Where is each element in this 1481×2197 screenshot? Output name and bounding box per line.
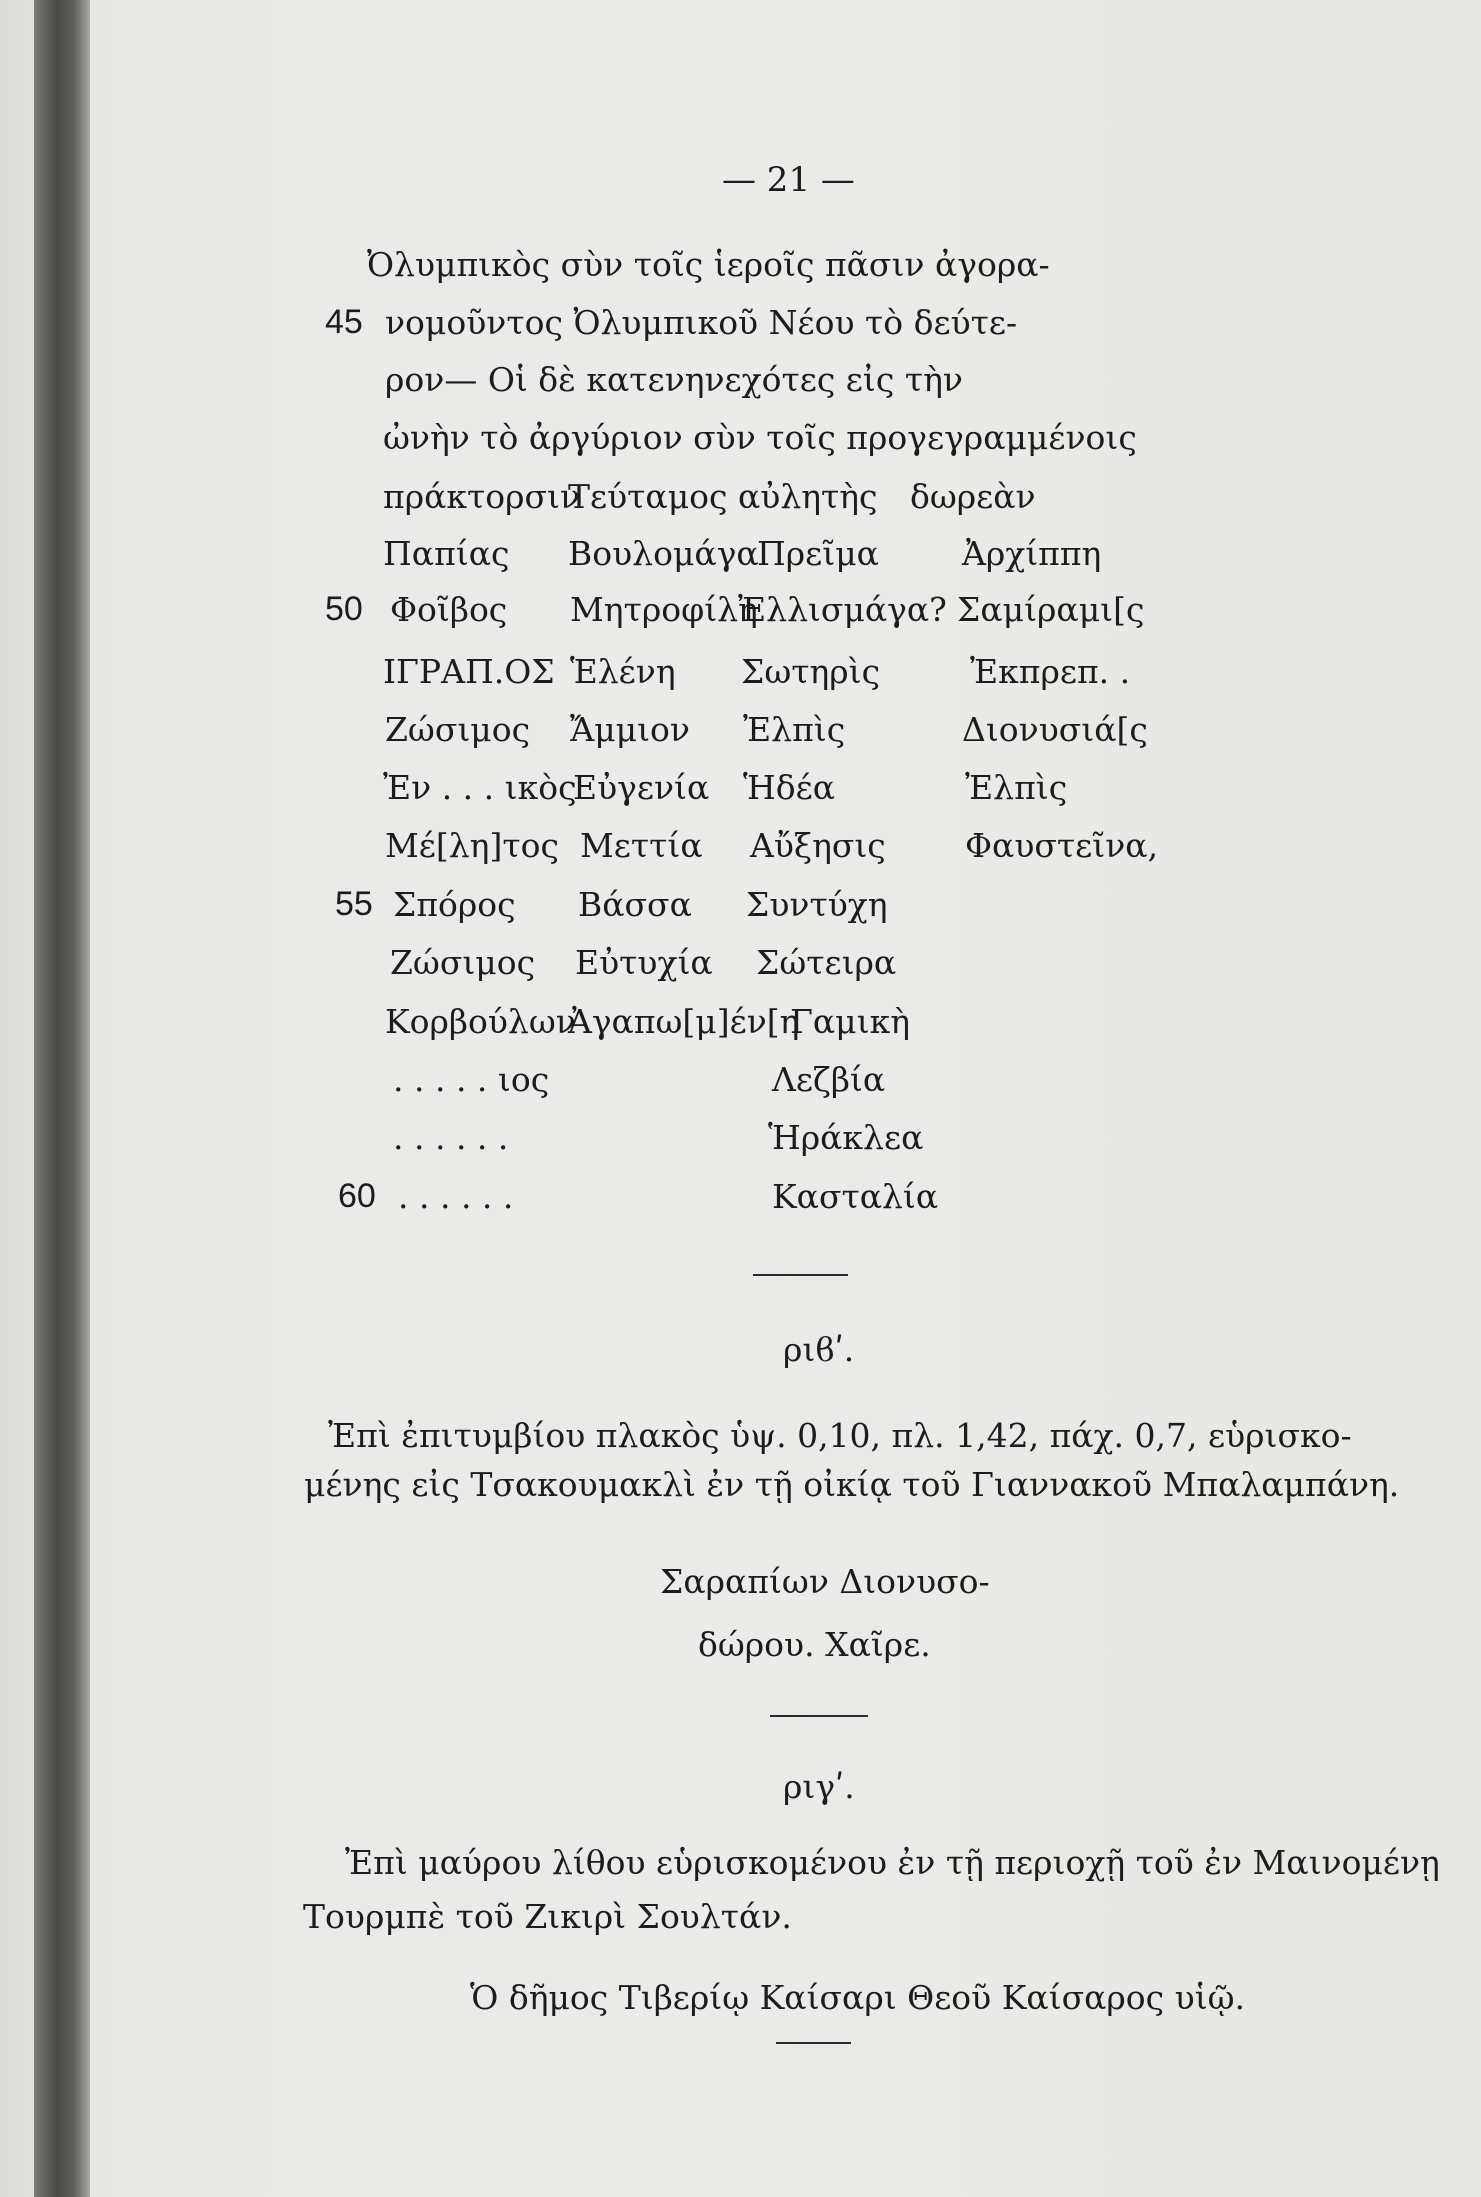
line-13-col-3: Σώτειρα — [756, 943, 897, 982]
line-12-col-3: Συντύχη — [746, 885, 888, 924]
line-number-60: 60 — [338, 1177, 376, 1215]
rig-description-line-1: Ἐπὶ μαύρου λίθου εὑρισκομένου ἐν τῇ περιοχῇ τοῦ ἐν Μαινομένῃ — [345, 1843, 1440, 1882]
line-14-col-3: Γαμικὴ — [790, 1002, 910, 1041]
inscription-label-rib: ριϐʹ. — [783, 1330, 855, 1369]
section-divider-2 — [770, 1715, 868, 1717]
line-number-45: 45 — [325, 303, 363, 341]
line-14-col-1: Κορβούλων — [385, 1002, 576, 1041]
line-17-col-1: . . . . . . — [398, 1177, 514, 1216]
line-12-col-1: Σπόρος — [393, 885, 516, 924]
line-9-col-4: Διονυσιά[ς — [962, 710, 1148, 749]
line-10-col-3: Ἡδέα — [743, 768, 835, 807]
line-9-col-2: Ἄμμιον — [570, 710, 690, 749]
line-7-col-3: Ἐλλισμάγα? — [738, 590, 947, 629]
line-8-col-2: Ἑλένη — [570, 652, 676, 691]
line-17-col-2: Κασταλία — [772, 1177, 939, 1216]
line-6-col-3: Πρεῖμα — [757, 534, 879, 573]
line-13-col-1: Ζώσιμος — [390, 943, 536, 982]
rig-text-line-1: Ὁ δῆμος Τιβερίῳ Καίσαρι Θεοῦ Καίσαρος υἱῷ. — [470, 1978, 1246, 2017]
line-8-col-4: Ἐκπρεπ. . — [970, 652, 1131, 691]
section-divider-3 — [776, 2042, 851, 2044]
line-11-col-1: Μέ[λη]τος — [385, 826, 559, 865]
line-7-col-4: Σαμίραμι[ς — [957, 590, 1145, 629]
line-5-col-1: πράκτορσιν — [383, 477, 581, 516]
line-10-col-4: Ἐλπὶς — [965, 768, 1068, 807]
rib-text-line-1: Σαραπίων Διονυσο- — [660, 1562, 990, 1601]
line-6-col-4: Ἀρχίππη — [962, 534, 1102, 573]
line-7-col-2: Μητροφίλη — [570, 590, 758, 629]
line-11-col-3: Αὔξησις — [750, 826, 886, 865]
line-5-col-3: δωρεὰν — [910, 477, 1036, 516]
section-divider-1 — [753, 1274, 848, 1276]
line-16-col-2: Ἡράκλεα — [768, 1118, 924, 1157]
line-3-text: ρον— Οἱ δὲ κατενηνεχότες εἰς τὴν — [385, 360, 963, 399]
line-12-col-2: Βάσσα — [578, 885, 692, 924]
line-8-col-1: ΙΓΡΑΠ.ΟΣ — [383, 652, 555, 691]
line-6-col-2: Βουλομάγα — [568, 534, 759, 573]
line-7-col-1: Φοῖβος — [390, 590, 508, 629]
line-5-col-2: Τεύταμος αὐλητὴς — [568, 477, 878, 516]
rib-description-line-2: μένης εἰς Τσακουμακλὶ ἐν τῇ οἰκίᾳ τοῦ Γιαννακοῦ Μπαλαμπάνη. — [304, 1465, 1400, 1504]
rib-description-line-1: Ἐπὶ ἐπιτυμβίου πλακὸς ὑψ. 0,10, πλ. 1,42, πάχ. 0,7, εὑρισκο- — [328, 1416, 1352, 1455]
line-2-text: νομοῦντος Ὀλυμπικοῦ Νέου τὸ δεύτε- — [385, 303, 1018, 342]
line-number-50: 50 — [325, 590, 363, 628]
page-number: — 21 — — [722, 160, 855, 200]
line-4-text: ὠνὴν τὸ ἀργύριον σὺν τοῖς προγεγραμμένοις — [383, 418, 1137, 457]
line-15-col-1: . . . . . ιος — [393, 1060, 550, 1099]
line-9-col-1: Ζώσιμος — [385, 710, 531, 749]
line-1-text: Ὀλυμπικὸς σὺν τοῖς ἱεροῖς πᾶσιν ἀγορα- — [367, 245, 1050, 284]
book-spine-shadow — [34, 0, 90, 2197]
line-8-col-3: Σωτηρὶς — [741, 652, 881, 691]
rib-text-line-2: δώρου. Χαῖρε. — [698, 1625, 931, 1664]
line-6-col-1: Παπίας — [383, 534, 510, 573]
line-15-col-2: Λεζβία — [772, 1060, 886, 1099]
line-10-col-2: Εὐγενία — [573, 768, 710, 807]
inscription-label-rig: ριγʹ. — [783, 1767, 855, 1806]
line-10-col-1: Ἐν . . . ικὸς — [383, 768, 577, 807]
line-11-col-4: Φαυστεῖνα, — [965, 826, 1159, 865]
line-14-col-2: Ἀγαπω[μ]έν[η — [568, 1002, 800, 1041]
line-13-col-2: Εὐτυχία — [575, 943, 713, 982]
line-9-col-3: Ἐλπὶς — [743, 710, 846, 749]
rig-description-line-2: Τουρμπὲ τοῦ Ζικιρὶ Σουλτάν. — [303, 1897, 792, 1936]
line-number-55: 55 — [335, 885, 373, 923]
line-16-col-1: . . . . . . — [393, 1118, 509, 1157]
line-11-col-2: Μεττία — [580, 826, 703, 865]
